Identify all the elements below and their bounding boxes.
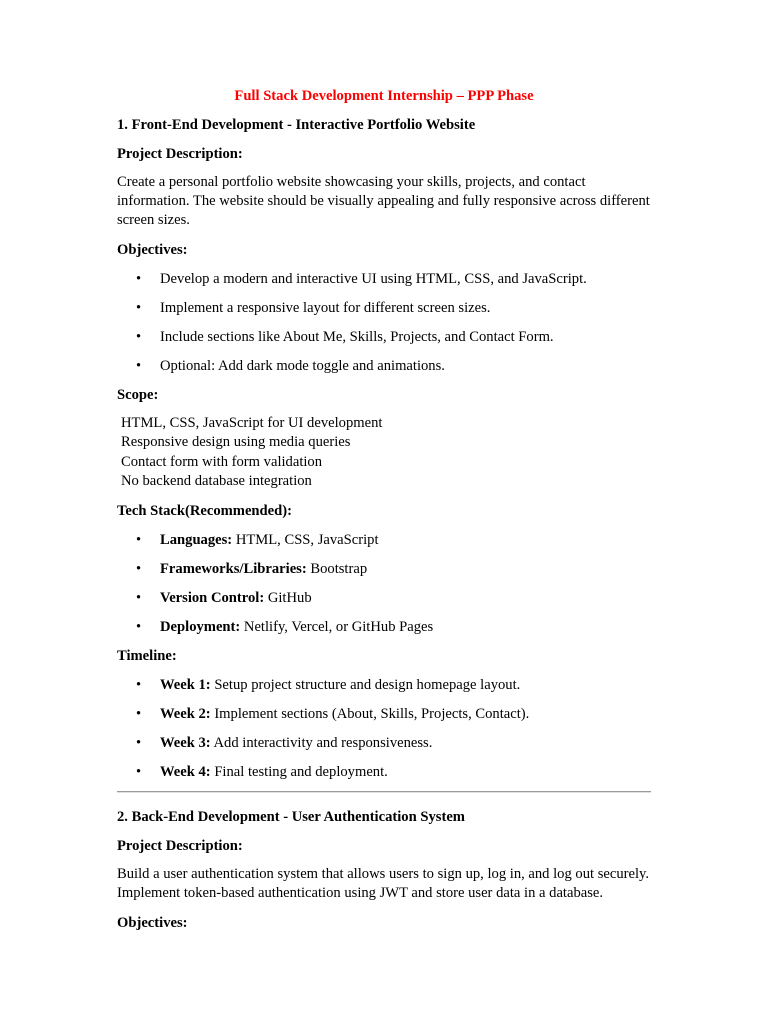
bullet-icon: • [136, 300, 142, 316]
bullet-icon: • [136, 358, 142, 374]
section-1-scope-label: Scope: [117, 387, 159, 403]
section-1-timeline-label: Timeline: [117, 647, 177, 664]
bullet-icon: • [136, 531, 142, 548]
horizontal-divider [117, 791, 651, 793]
bullet-icon: • [136, 734, 142, 751]
list-item [117, 269, 651, 289]
list-item-value: Setup project structure and design homepage layout. [210, 676, 521, 693]
bullet-icon: • [136, 618, 142, 635]
list-item-value: Bootstrap [306, 560, 368, 577]
list-item [117, 588, 651, 608]
list-item [117, 733, 651, 753]
scope-line: No backend database integration [121, 473, 312, 490]
list-item-text: Include sections like About Me, Skills, Projects, and Contact Form. [160, 329, 554, 345]
section-1-objectives-list [117, 269, 651, 376]
list-item-text: Develop a modern and interactive UI using HTML, CSS, and JavaScript. [160, 271, 587, 287]
list-item-key: Week 1: [160, 676, 211, 693]
section-1-description: Create a personal portfolio website showcasing your skills, projects, and contact information. The website should be visually appealing and fully responsive across different screen sizes. [117, 174, 650, 228]
list-item-key: Languages: [160, 531, 233, 548]
list-item [117, 559, 651, 579]
section-1-heading: 1. Front-End Development - Interactive Portfolio Website [117, 117, 476, 133]
bullet-icon: • [136, 329, 142, 345]
list-item [117, 675, 651, 695]
list-item-value: HTML, CSS, JavaScript [232, 531, 379, 548]
list-item-key: Week 2: [160, 705, 211, 722]
list-item-key: Week 3: [160, 734, 211, 751]
list-item-value: Netlify, Vercel, or GitHub Pages [240, 618, 434, 635]
list-item-value: Final testing and deployment. [210, 763, 388, 780]
list-item-key: Version Control: [160, 589, 265, 606]
section-1-tech-list [117, 530, 651, 637]
bullet-icon: • [136, 705, 142, 722]
list-item-value: Add interactivity and responsiveness. [210, 734, 433, 751]
bullet-icon: • [136, 676, 142, 693]
list-item [117, 530, 651, 550]
section-2-objectives-label: Objectives: [117, 914, 188, 931]
section-1-objectives-label: Objectives: [117, 242, 188, 258]
section-1-description-label: Project Description: [117, 146, 243, 162]
list-item [117, 704, 651, 724]
section-2-heading: 2. Back-End Development - User Authentication System [117, 808, 465, 825]
scope-line: Responsive design using media queries [121, 434, 351, 451]
scope-line: HTML, CSS, JavaScript for UI development [121, 415, 383, 431]
list-item [117, 762, 651, 782]
section-1-scope-list [117, 414, 651, 492]
bullet-icon: • [136, 763, 142, 780]
document-page [117, 86, 651, 942]
section-1-tech-label: Tech Stack(Recommended): [117, 502, 292, 519]
list-item-key: Deployment: [160, 618, 241, 635]
bullet-icon: • [136, 271, 142, 287]
list-item [117, 298, 651, 318]
document-title: Full Stack Development Internship – PPP Phase [234, 88, 534, 104]
list-item-key: Week 4: [160, 763, 211, 780]
section-2-description: Build a user authentication system that allows users to sign up, log in, and log out securely. Implement token-based authentication using JWT and store user data in a database. [117, 865, 650, 901]
section-2-description-label: Project Description: [117, 837, 243, 854]
scope-line: Contact form with form validation [121, 453, 323, 470]
section-1-timeline-list [117, 675, 651, 782]
list-item-text: Optional: Add dark mode toggle and animations. [160, 358, 445, 374]
bullet-icon: • [136, 560, 142, 577]
list-item-value: Implement sections (About, Skills, Projects, Contact). [210, 705, 530, 722]
bullet-icon: • [136, 589, 142, 606]
list-item [117, 327, 651, 347]
list-item-key: Frameworks/Libraries: [160, 560, 307, 577]
list-item [117, 356, 651, 376]
list-item-text: Implement a responsive layout for different screen sizes. [160, 300, 491, 316]
list-item-value: GitHub [264, 589, 312, 606]
list-item [117, 617, 651, 637]
